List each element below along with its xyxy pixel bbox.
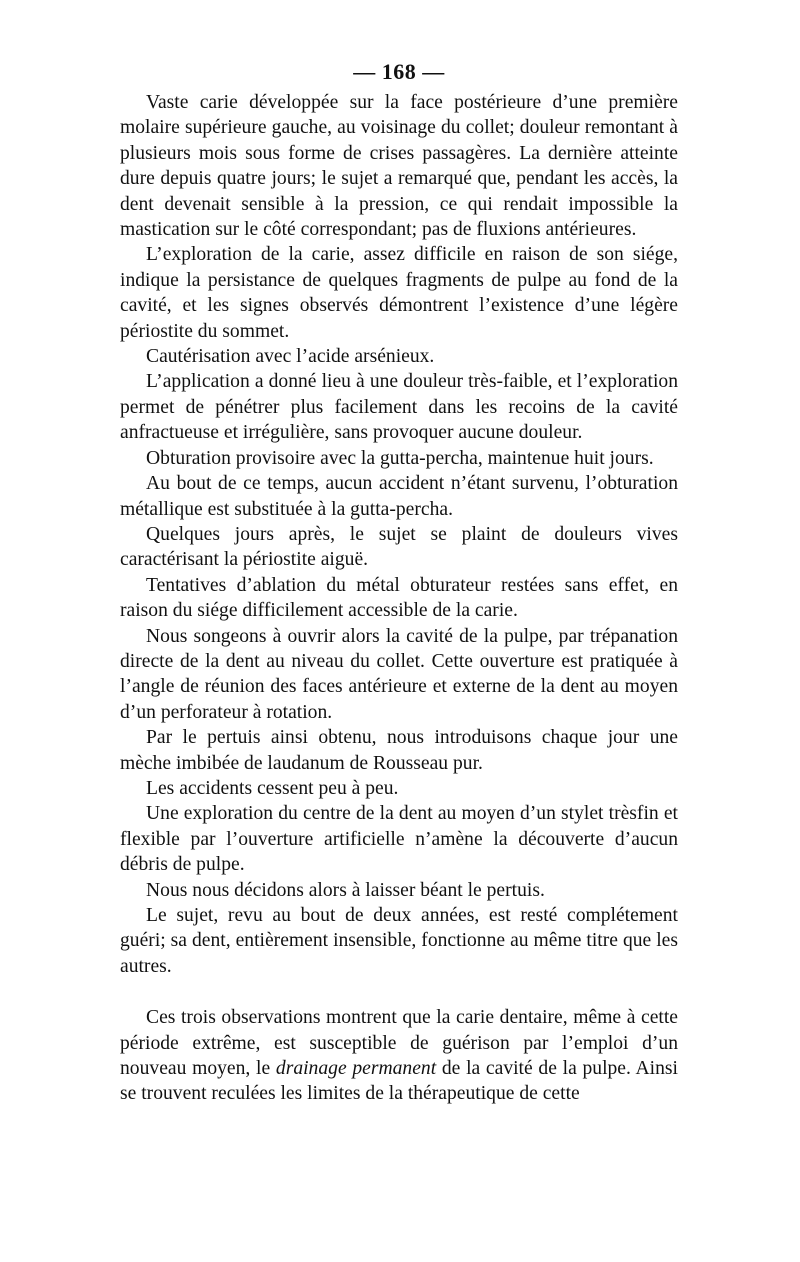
conclusion-text-start: Ces trois observations montrent que la carie dentaire, même à cette période extrême, est susceptible de guérison par l’emploi d’un nouveau moyen, le [120,1007,678,1080]
paragraph-leave-open: Nous nous décidons alors à laisser béant le pertuis. [146,879,545,901]
paragraph-cauterization: Cautérisation avec l’acide arsénieux. [146,346,435,368]
paragraph-stylet-exploration: Une exploration du centre de la dent au moyen d’un stylet trèsfin et flexible par l’ouverture artificielle n’amène la découverte d’aucun débris de pulpe. [120,803,678,876]
paragraph-application: L’application a donné lieu à une douleur très-faible, et l’exploration permet de pénétrer plus facilement dans les recoins de la cavité anfractueuse et irrégulière, sans provoquer aucune douleur. [120,371,678,444]
conclusion-text-end: de la cavité de la pulpe. Ainsi se trouvent reculées les limites de la thérapeutique de cette [120,1058,678,1105]
paragraph-ablation-attempts: Tentatives d’ablation du métal obturateur restées sans effet, en raison du siége difficilement accessible de la carie. [120,574,678,622]
paragraph-trepanation: Nous songeons à ouvrir alors la cavité de la pulpe, par trépanation directe de la dent au niveau du collet. Cette ouverture est pratiquée à l’angle de réunion des faces antérieure et externe de la dent au moyen d’un perforateur à rotation. [120,625,678,723]
paragraph-laudanum-wick: Par le pertuis ainsi obtenu, nous introduisons chaque jour une mèche imbibée de laudanum de Rousseau pur. [120,727,678,774]
paragraph-acute-periostitis: Quelques jours après, le sujet se plaint de douleurs vives caractérisant la périostite aiguë. [120,523,678,571]
page [120,58,678,1107]
paragraph-case-description: Vaste carie développée sur la face postérieure d’une première molaire supérieure gauche, au voisinage du collet; douleur remontant à plusieurs mois sous forme de crises passagères. La dernière atteinte dure depuis quatre jours; le sujet a remarqué que, pendant les accès, la dent devenait sensible à la pression, ce qui rendait impossible la mastication sur le côté correspondant; pas de fluxions antérieures. [120,92,678,241]
paragraph-metallic-obturation: Au bout de ce temps, aucun accident n’étant survenu, l’obturation métallique est substituée à la gutta-percha. [120,473,678,520]
paragraph-conclusion [120,1005,678,1107]
paragraph-accidents-cease: Les accidents cessent peu à peu. [146,777,399,799]
conclusion-emphasis: drainage permanent [275,1058,437,1080]
paragraph-provisional-obturation: Obturation provisoire avec la gutta-percha, maintenue huit jours. [146,447,654,469]
page-number: — 168 — [353,59,445,84]
paragraph-exploration: L’exploration de la carie, assez difficile en raison de son siége, indique la persistance de quelques fragments de pulpe au fond de la cavité, et les signes observés démontrent l’existence d’une légère périostite du sommet. [120,244,678,342]
paragraph-cured: Le sujet, revu au bout de deux années, est resté complétement guéri; sa dent, entièrement insensible, fonctionne au même titre que les autres. [120,905,678,977]
